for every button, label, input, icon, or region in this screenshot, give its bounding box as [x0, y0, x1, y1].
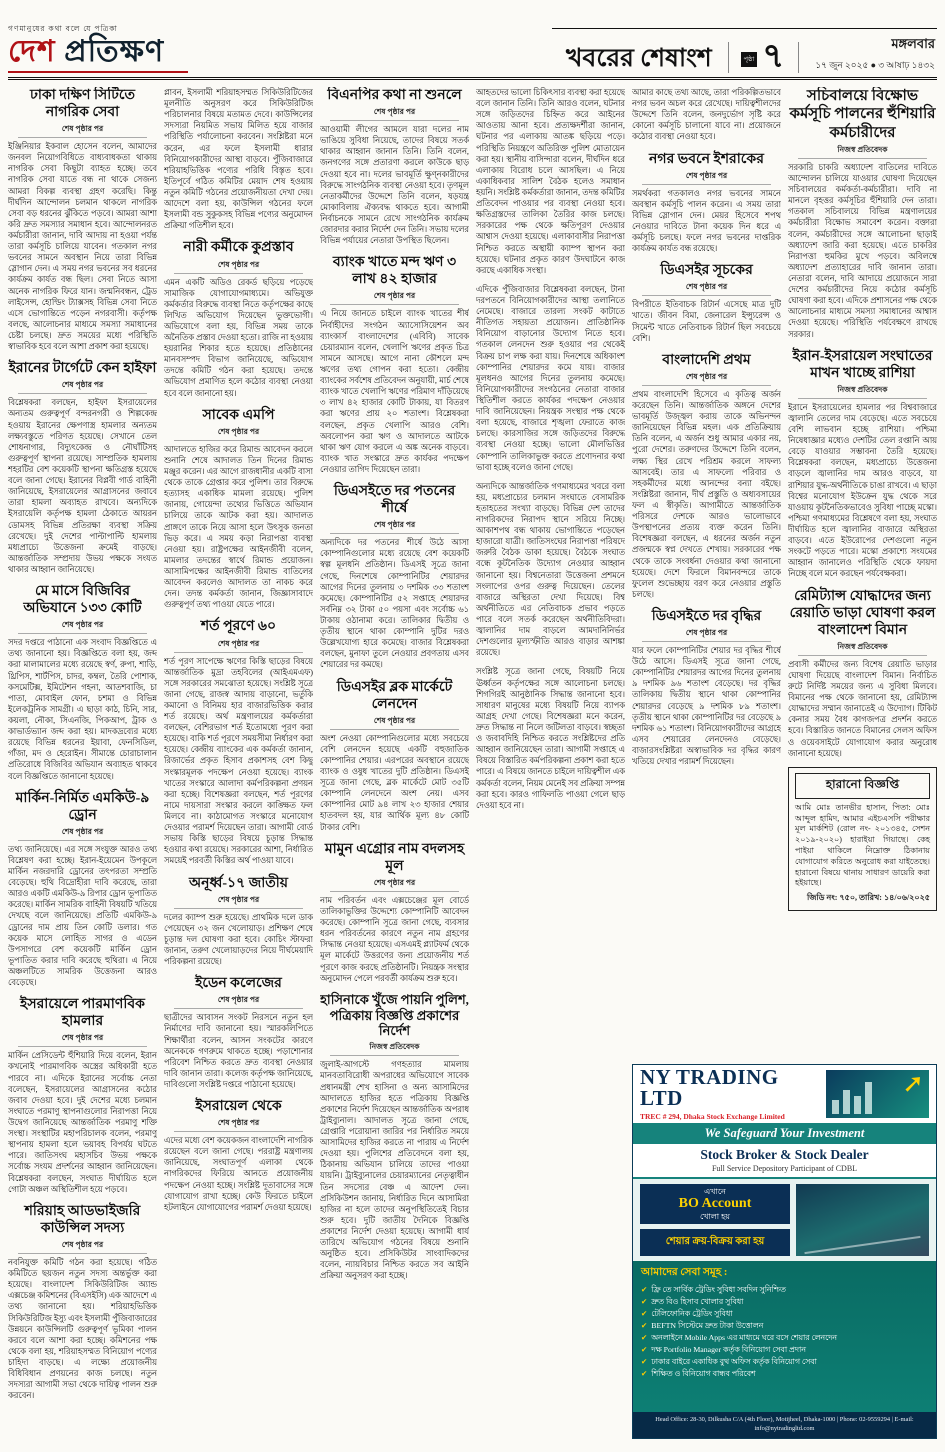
article: [632, 262, 781, 344]
check-icon: ✔: [641, 1321, 648, 1331]
article: [164, 1098, 313, 1213]
service-item: [641, 1368, 928, 1380]
article-kicker: শেষ পৃষ্ঠার পর: [330, 519, 459, 534]
article: [320, 992, 469, 1282]
ad-brand: [640, 1067, 826, 1121]
article-body: অন্যদিকে আন্তর্জাতিক গণমাধ্যমের খবরে বলা হয়, মধ্যপ্রাচ্যের চলমান সংঘাতে বেসামরিক হতাহতের সংখ্যা বাড়ছে। বিভিন্ন দেশ তাদের নাগরিকদের নিরাপদ স্থানে সরিয়ে নিচ্ছে। আকাশপথ বন্ধ থাকায় ভোগান্তিতে পড়েছেন হাজারো যাত্রী। জাতিসংঘের নিরাপত্তা পরিষদে জরুরি বৈঠক ডাকা হয়েছে। বৈঠকে সংঘাত বন্ধে কূটনৈতিক উদ্যোগ নেওয়ার আহ্বান জানানো হয়। বিশ্বনেতারা উত্তেজনা প্রশমনে সংলাপের ওপর গুরুত্ব দিয়েছেন। তেলের বাজারে অস্থিরতা দেখা দিয়েছে। বিশ্ব অর্থনীতিতে এর নেতিবাচক প্রভাব পড়তে পারে বলে সতর্ক করেছেন অর্থনীতিবিদরা। জ্বালানির দাম বাড়লে আমদানিনির্ভর দেশগুলোর মূল্যস্ফীতি আরও বাড়ার আশঙ্কা রয়েছে।: [476, 481, 625, 658]
masthead-rule: [8, 71, 188, 73]
article-headline: ডিএসইতে দর পতনের শীর্ষে: [333, 484, 456, 517]
article: [164, 875, 313, 968]
ad-offer-boxes: [640, 1184, 790, 1256]
check-icon: ✔: [641, 1332, 648, 1342]
article-headline: মামুন এগ্রোর নাম বদলসহ মূল: [324, 841, 465, 874]
article-body: অন্যদিকে দর পতনের শীর্ষে উঠে আসা কোম্পানিগুলোর মধ্যে রয়েছে বেশ কয়েকটি স্বল্প মূলধনি প্রতিষ্ঠান। ডিএসই সূত্রে জানা গেছে, দিনশেষে কোম্পানিটির শেয়ারদর আগের দিনের তুলনায় ৩ দশমিক ৩৩ শতাংশ কমেছে। কোম্পানিটির ৫২ সপ্তাহে শেয়ারদর সর্বনিম্ন ৩২ টাকা ৫০ পয়সা এবং সর্বোচ্চ ৬১ টাকায় ওঠানামা করে। তালিকার দ্বিতীয় ও তৃতীয় স্থানে থাকা কোম্পানি দুটির দরও উল্লেখযোগ্য হারে কমেছে। বাজার বিশ্লেষকরা বলছেন, মুনাফা তুলে নেওয়ার প্রবণতায় এসব শেয়ারের দর কমছে।: [320, 538, 469, 670]
service-item: [641, 1296, 928, 1308]
service-label: টেলিফোনিক ট্রেডিং সুবিধা: [651, 1309, 733, 1319]
article-body: ইরানে ইসরায়েলের হামলার পর বিশ্ববাজারে জ্বালানি তেলের দাম বেড়েছে। এতে সবচেয়ে বেশি লাভবান হচ্ছে রাশিয়া। পশ্চিমা নিষেধাজ্ঞার মধ্যেও দেশটির তেল রপ্তানি আয় বেড়ে যাওয়ার সম্ভাবনা তৈরি হয়েছে। বিশ্লেষকরা বলছেন, মধ্যপ্রাচ্যে উত্তেজনা বাড়লে জ্বালানির দাম আরও বাড়বে, যা রাশিয়ার যুদ্ধ-অর্থনীতিকে চাঙা রাখবে। এ ছাড়া বিশ্বের মনোযোগ ইউক্রেন যুদ্ধ থেকে সরে যাওয়ায় কূটনৈতিকভাবেও সুবিধা পাচ্ছে মস্কো। পশ্চিমা গণমাধ্যমের বিশ্লেষণে বলা হয়, সংঘাত দীর্ঘায়িত হলে জ্বালানির বাজারে অস্থিরতা বাড়বে। এতে ইউরোপের দেশগুলো নতুন সংকটে পড়তে পারে। মস্কো প্রকাশ্যে সংযমের আহ্বান জানালেও পরিস্থিতি থেকে ফায়দা নিচ্ছে বলে মনে করছেন পর্যবেক্ষকরা।: [788, 402, 937, 579]
article-kicker: নিজস্ব প্রতিবেদক: [798, 384, 927, 399]
article: [788, 87, 937, 340]
article-kicker: শেষ পৃষ্ঠার পর: [330, 715, 459, 730]
ad-role-subtitle: Full Service Depository Participant of CDBL: [711, 1164, 858, 1173]
article: [320, 87, 469, 246]
ny-trading-advertisement: [632, 1064, 937, 1439]
ad-trec-line: TREC # 294, Dhaka Stock Exchange Limited: [640, 1112, 785, 1121]
article-body: আহতদের ভালো চিকিৎসার ব্যবস্থা করা হয়েছে বলে জানান তিনি। তিনি আরও বলেন, ঘটনার সঙ্গে জড়িতদের চিহ্নিত করে আইনের আওতায় আনা হবে। প্রত্যক্ষদর্শীরা জানান, ঘটনার পর এলাকায় আতঙ্ক ছড়িয়ে পড়ে। পরিস্থিতি নিয়ন্ত্রণে অতিরিক্ত পুলিশ মোতায়েন করা হয়। স্থানীয় বাসিন্দারা বলেন, দীর্ঘদিন ধরে এলাকায় বিরোধ চলে আসছিল। এ নিয়ে একাধিকবার সালিশ বৈঠক হলেও সমাধান হয়নি। সংশ্লিষ্ট কর্মকর্তারা জানান, তদন্ত কমিটির প্রতিবেদন পাওয়ার পর ব্যবস্থা নেওয়া হবে। ক্ষতিগ্রস্তদের তালিকা তৈরির কাজ চলছে। সরকারের পক্ষ থেকে ক্ষতিপূরণ দেওয়ার আশ্বাস দেওয়া হয়েছে। এলাকাবাসীর নিরাপত্তা নিশ্চিত করতে অস্থায়ী ক্যাম্প স্থাপন করা হয়েছে। ঘটনার প্রকৃত কারণ উদঘাটনে কাজ করছে একাধিক সংস্থা।: [476, 88, 625, 275]
article-headline: ডিএসইতে দর বৃদ্ধির: [651, 608, 762, 624]
service-item: [641, 1356, 928, 1368]
trader-photo: [796, 1184, 929, 1256]
lost-notice-title: হারানো বিজ্ঞপ্তি: [795, 773, 930, 799]
right-columns: [632, 87, 937, 1057]
article-continuation: [632, 87, 781, 143]
article-body: সমর্থকরা গতকালও নগর ভবনের সামনে অবস্থান কর্মসূচি পালন করেন। এ সময় তারা বিভিন্ন স্লোগান দেন। মেয়র হিসেবে শপথ নেওয়ার দাবিতে টানা কয়েক দিন ধরে এ কর্মসূচি চলছে। ফলে নগর ভবনের দাপ্তরিক কার্যক্রম কার্যত বন্ধ রয়েছে।: [632, 188, 781, 254]
article-body: ইঞ্জিনিয়ার ইকবাল হোসেন বলেন, আমাদের জনবল নিয়োগবিধিতে বাধ্যবাধকতা থাকায় নাগরিক সেবা কিছুটা ব্যাহত হচ্ছে। তবে নাগরিক সেবা যাতে বন্ধ না থাকে সেজন্য আমরা বিকল্প ব্যবস্থা গ্রহণ করেছি। কিন্তু দীর্ঘদিন আন্দোলন চলমান থাকলে নাগরিক সেবা বড় ধরনের ঝুঁকিতে পড়বে। আমরা আশা করি দ্রুত সমস্যার সমাধান হবে। আন্দোলনরত কর্মচারীরা জানান, দাবি আদায় না হওয়া পর্যন্ত তারা কর্মসূচি চালিয়ে যাবেন। গতকাল নগর ভবনের সামনে অবস্থান নিয়ে তারা বিভিন্ন স্লোগান দেন। এ সময় নগর ভবনের সব ধরনের কার্যক্রম কার্যত বন্ধ ছিল। সেবা নিতে আসা অনেক নাগরিক ফিরে যান। জন্মনিবন্ধন, ট্রেড লাইসেন্স, হোল্ডিং ট্যাক্সসহ বিভিন্ন সেবা নিতে এসে ভোগান্তিতে পড়েন নগরবাসী। কর্তৃপক্ষ বলছে, আলোচনার মাধ্যমে সমস্যা সমাধানের চেষ্টা চলছে। দ্রুত সময়ের মধ্যে পরিস্থিতি স্বাভাবিক হবে বলে আশা প্রকাশ করা হয়েছে।: [8, 142, 157, 352]
article-headline: ব্যাংক খাতে মন্দ ঋণ ৩ লাখ ৪২ হাজার: [332, 255, 457, 288]
article: [164, 407, 313, 611]
article-headline: ঢাকা দক্ষিণ সিটিতে নাগরিক সেবা: [29, 88, 136, 121]
article-headline: অনূর্ধ্ব-১৭ জাতীয়: [188, 875, 289, 891]
masthead-tagline: গণমানুষের কথা বলে যে পত্রিকা: [8, 24, 118, 33]
bo-box-post: খোলা হয়: [699, 1212, 731, 1222]
article-body: বিশ্লেষকরা বলছেন, হাইফা ইসরায়েলের অন্যতম গুরুত্বপূর্ণ বন্দরনগরী ও শিল্পকেন্দ্র হওয়ায় ইরানের ক্ষেপণাস্ত্র হামলার অন্যতম লক্ষ্যবস্তুতে পরিণত হয়েছে। সেখানে তেল শোধনাগার, বিদ্যুৎকেন্দ্র ও নৌঘাঁটিসহ গুরুত্বপূর্ণ স্থাপনা রয়েছে। সাম্প্রতিক হামলায় শহরটির বেশ কয়েকটি স্থাপনা ক্ষতিগ্রস্ত হয়েছে বলে জানা গেছে। ইরানের বিপ্লবী গার্ড বাহিনী জানিয়েছে, ইসরায়েলের আগ্রাসনের জবাবে তারা হামলা অব্যাহত রাখবে। অন্যদিকে ইসরায়েলি কর্তৃপক্ষ হামলা ঠেকাতে আয়রন ডোমসহ বিভিন্ন প্রতিরক্ষা ব্যবস্থা সক্রিয় রেখেছে। দুই দেশের পাল্টাপাল্টি হামলায় মধ্যপ্রাচ্যে উত্তেজনা ক্রমেই বাড়ছে। আন্তর্জাতিক সম্প্রদায় উভয় পক্ষকে সংযত থাকার আহ্বান জানিয়েছে।: [8, 398, 157, 574]
check-icon: ✔: [641, 1356, 648, 1366]
column-3: [320, 87, 469, 1439]
article-headline: মার্কিন-নির্মিত এমকিউ-৯ ড্রোন: [15, 790, 150, 823]
article: [164, 618, 313, 866]
page-number: ৭: [762, 38, 785, 76]
stock-chart-graphic: [826, 1070, 929, 1118]
article: [320, 841, 469, 984]
article-headline: ইসরায়েলে পারমাণবিক হামলার: [20, 997, 145, 1030]
page-header: [8, 4, 937, 80]
article-body: এমন একটি অডিও রেকর্ড ছড়িয়ে পড়েছে সামাজিক যোগাযোগমাধ্যমে। অভিযুক্ত কর্মকর্তার বিরুদ্ধে ব্যবস্থা নিতে কর্তৃপক্ষের কাছে লিখিত অভিযোগ দিয়েছেন ভুক্তভোগী। অভিযোগে বলা হয়, বিভিন্ন সময় তাকে অনৈতিক প্রস্তাব দেওয়া হতো। রাজি না হওয়ায় হয়রানির শিকার হতে হয়েছে। প্রতিষ্ঠানের মানবসম্পদ বিভাগ জানিয়েছে, অভিযোগ তদন্তে কমিটি গঠন করা হয়েছে। তদন্তে অভিযোগ প্রমাণিত হলে কঠোর ব্যবস্থা নেওয়া হবে বলে জানানো হয়।: [164, 277, 313, 398]
article-kicker: শেষ পৃষ্ঠার পর: [174, 1117, 303, 1132]
article-headline: ইডেন কলেজের: [195, 976, 282, 992]
article-body: জুলাই-আগস্টে গণহত্যার মামলায় মানবতাবিরোধী অপরাধের অভিযোগে সাবেক প্রধানমন্ত্রী শেখ হাসিনা ও অন্য আসামিদের আদালতে হাজির হতে পত্রিকায় বিজ্ঞপ্তি প্রকাশের নির্দেশ দিয়েছেন আন্তর্জাতিক অপরাধ ট্রাইব্যুনাল। আদালত সূত্রে জানা গেছে, গ্রেপ্তারি পরোয়ানা জারির পর নির্ধারিত সময়ে আসামিদের হাজির করতে না পারায় এ নির্দেশ দেওয়া হয়। পুলিশের প্রতিবেদনে বলা হয়, ঠিকানায় অভিযান চালিয়ে তাদের পাওয়া যায়নি। ট্রাইব্যুনালের চেয়ারম্যানের নেতৃত্বাধীন তিন সদস্যের বেঞ্চ এ আদেশ দেন। প্রসিকিউশন জানায়, নির্ধারিত দিনে আসামিরা হাজির না হলে তাদের অনুপস্থিতিতেই বিচার শুরু হবে। দুটি জাতীয় দৈনিকে বিজ্ঞপ্তি প্রকাশের নির্দেশ দেওয়া হয়েছে। আগামী ধার্য তারিখে অভিযোগ গঠনের বিষয়ে শুনানি অনুষ্ঠিত হবে। প্রসিকিউটর সাংবাদিকদের বলেন, ন্যায়বিচার নিশ্চিত করতে সব আইনি প্রক্রিয়া অনুসরণ করা হচ্ছে।: [320, 1060, 469, 1281]
bo-box-pre: এখানে: [704, 1187, 726, 1196]
service-label: ঢাকার বাইরে একাধিক বুথ অফিস কর্তৃক বিনিয়োগ সেবা: [651, 1356, 817, 1366]
article-headline: ইরানের টার্গেটে কেন হাইফা: [8, 361, 157, 377]
article-kicker: নিজস্ব প্রতিবেদক: [330, 1041, 459, 1056]
article: [632, 352, 781, 600]
article: [320, 679, 469, 833]
article-headline: নারী কর্মীকে কুপ্রস্তাব: [183, 240, 294, 256]
article-headline: মে মাসে বিজিবির অভিযানে ১৩৩ কোটি: [23, 584, 142, 617]
article-kicker: শেষ পৃষ্ঠার পর: [330, 290, 459, 305]
service-item: [641, 1320, 928, 1332]
article-body: আমার কাছে তথ্য আছে, তারা পরিকল্পিতভাবে নগর ভবন অচল করে রেখেছে। দায়িত্বশীলদের উদ্দেশে তিনি বলেন, জনদুর্ভোগ সৃষ্টি করে কোনো কর্মসূচি চালানো যাবে না। প্রয়োজনে কঠোর ব্যবস্থা নেওয়া হবে।: [632, 88, 781, 142]
article-kicker: শেষ পৃষ্ঠার পর: [642, 627, 771, 642]
column-5: [632, 87, 781, 1057]
article-headline: নগর ভবনে ইশরাকের: [649, 151, 764, 167]
service-label: ফ্রি তে সার্বিক ট্রেডিং সুবিধা সবদিন সুনিশ্চিত: [651, 1285, 786, 1295]
article-body: আদালতে হাজির করে রিমান্ড আবেদন করলে শুনানি শেষে আদালত তিন দিনের রিমান্ড মঞ্জুর করেন। এর আগে রাজধানীর একটি বাসা থেকে তাকে গ্রেপ্তার করে পুলিশ। তার বিরুদ্ধে হত্যাসহ একাধিক মামলা রয়েছে। পুলিশ জানায়, গোয়েন্দা তথ্যের ভিত্তিতে অভিযান চালিয়ে তাকে আটক করা হয়। আদালত প্রাঙ্গণে তাকে নিয়ে আসা হলে উৎসুক জনতা ভিড় করে। এ সময় কড়া নিরাপত্তা ব্যবস্থা নেওয়া হয়। রাষ্ট্রপক্ষের আইনজীবী বলেন, মামলার তদন্তের স্বার্থে রিমান্ড প্রয়োজন। আসামিপক্ষের আইনজীবী রিমান্ড বাতিলের আবেদন করলেও আদালত তা নাকচ করে দেন। তদন্ত কর্মকর্তা জানান, জিজ্ঞাসাবাদে গুরুত্বপূর্ণ তথ্য পাওয়া যেতে পারে।: [164, 444, 313, 610]
article-kicker: শেষ পৃষ্ঠার পর: [330, 106, 459, 121]
masthead-word-1: দেশ: [8, 35, 56, 68]
candle-bar: [865, 1082, 872, 1114]
masthead-title: [8, 37, 188, 67]
service-item: [641, 1344, 928, 1356]
lost-notice-box: [788, 767, 937, 911]
candle-bar: [854, 1096, 861, 1114]
service-item: [641, 1284, 928, 1296]
column-4: [476, 87, 625, 1439]
bo-account-box: [640, 1184, 790, 1224]
article-kicker: শেষ পৃষ্ঠার পর: [18, 379, 147, 394]
article-continuation: [476, 666, 625, 810]
service-label: BEFTN সিস্টেমে দ্রুত টাকা উত্তোলন: [651, 1321, 764, 1331]
column-6: [788, 87, 937, 1057]
article: [164, 239, 313, 398]
article-body: অংশ নেওয়া কোম্পানিগুলোর মধ্যে সবচেয়ে বেশি লেনদেন হয়েছে একটি বহুজাতিক কোম্পানির শেয়ার। এরপরের অবস্থানে রয়েছে ব্যাংক ও ওষুধ খাতের দুটি প্রতিষ্ঠান। ডিএসই সূত্রে জানা গেছে, ব্লক মার্কেটে মোট ৩৫টি কোম্পানি লেনদেনে অংশ নেয়। এসব কোম্পানির মোট ৯৪ লাখ ২৩ হাজার শেয়ার হাতবদল হয়, যার আর্থিক মূল্য ৪৮ কোটি টাকার বেশি।: [320, 733, 469, 832]
check-icon: ✔: [641, 1368, 648, 1378]
article-kicker: শেষ পৃষ্ঠার পর: [174, 994, 303, 1009]
ad-services-title: আমাদের সেবা সমূহ :: [641, 1267, 728, 1279]
ad-tagline: We Safeguard Your Investment: [633, 1123, 936, 1144]
service-label: দক্ষ Portfolio Manager কর্তৃক বিনিয়োগ সেবা প্রদান: [651, 1344, 806, 1354]
article-headline: হাসিনাকে খুঁজে পায়নি পুলিশ, পত্রিকায় বিজ্ঞপ্তি প্রকাশের নির্দেশ: [320, 991, 469, 1039]
candle-bar: [843, 1090, 850, 1114]
up-arrow-icon: ➚: [902, 1069, 924, 1098]
article-body: নাম পরিবর্তন এবং এক্সচেঞ্জের মূল বোর্ডে তালিকাভুক্তির উদ্দেশ্যে কোম্পানিটি আবেদন করেছে। কোম্পানি সূত্রে জানা গেছে, ব্যবসার ধরন পরিবর্তনের কারণে নতুন নাম গ্রহণের সিদ্ধান্ত নেওয়া হয়েছে। এসএমই প্ল্যাটফর্ম থেকে মূল মার্কেটে উত্তরণের জন্য প্রয়োজনীয় শর্ত পূরণে কাজ করছে প্রতিষ্ঠানটি। নিয়ন্ত্রক সংস্থার অনুমোদন পেলে পরবর্তী কার্যক্রম শুরু হবে।: [320, 895, 469, 983]
article: [8, 1203, 157, 1402]
article: [8, 87, 157, 352]
masthead: [8, 24, 188, 73]
right-section: [632, 87, 937, 1439]
page-number-block: [728, 38, 800, 76]
article-body: ছাত্রীদের আবাসন সংকট নিরসনে নতুন হল নির্মাণের দাবি জানানো হয়। স্মারকলিপিতে শিক্ষার্থীরা বলেন, আসন সংকটের কারণে অনেককে গণরুমে থাকতে হচ্ছে। পড়াশোনার পরিবেশ নিশ্চিত করতে দ্রুত ব্যবস্থা নেওয়ার দাবি জানান তারা। কলেজ কর্তৃপক্ষ জানিয়েছে, দাবিগুলো সংশ্লিষ্ট দপ্তরে পাঠানো হয়েছে।: [164, 1013, 313, 1089]
article-body: আওয়ামী লীগের আমলে যারা দলের নাম ভাঙিয়ে সুবিধা নিয়েছে, তাদের বিষয়ে সতর্ক থাকার আহ্বান জানান তিনি। তিনি বলেন, জনগণের সঙ্গে প্রতারণা করলে কাউকে ছাড় দেওয়া হবে না। দলের ভাবমূর্তি ক্ষুণ্নকারীদের বিরুদ্ধে সাংগঠনিক ব্যবস্থা নেওয়া হবে। তৃণমূল নেতাকর্মীদের উদ্দেশে তিনি বলেন, ষড়যন্ত্র মোকাবিলায় ঐক্যবদ্ধ থাকতে হবে। আগামী নির্বাচনকে সামনে রেখে সাংগঠনিক কার্যক্রম জোরদার করার নির্দেশ দেন তিনি। সভায় দলের বিভিন্ন পর্যায়ের নেতারা উপস্থিত ছিলেন।: [320, 125, 469, 246]
article-body: নবনিযুক্ত কমিটি গঠন করা হয়েছে। গঠিত কমিটিতে ছয়জন নতুন সদস্য অন্তর্ভুক্ত করা হয়েছে। বাংলাদেশ সিকিউরিটিজ অ্যান্ড এক্সচেঞ্জ কমিশনের (বিএসইসি) এক আদেশে এ তথ্য জানানো হয়। শরিয়াহভিত্তিক সিকিউরিটিজ ইস্যু এবং ইসলামী পুঁজিবাজারের উন্নয়নে কাউন্সিলটি গুরুত্বপূর্ণ ভূমিকা পালন করবে বলে আশা করা হচ্ছে। কমিশনের পক্ষ থেকে বলা হয়, শরিয়াহসম্মত বিনিয়োগ পণ্যের চাহিদা বাড়ছে। এ লক্ষ্যে প্রয়োজনীয় বিধিবিধান প্রণয়নের কাজ চলছে। নতুন সদস্যরা আগামী সভা থেকে দায়িত্ব পালন শুরু করবেন।: [8, 1257, 157, 1401]
service-item: [641, 1332, 928, 1344]
service-label: শিক্ষিত ও বিনিয়োগ বান্ধব পরিবেশ: [651, 1368, 756, 1378]
article-headline: ডিএসইর সূচকের: [660, 263, 753, 279]
article-body: দলের ক্যাম্প শুরু হয়েছে। প্রাথমিক দলে ডাক পেয়েছেন ৩২ জন খেলোয়াড়। প্রশিক্ষণ শেষে চূড়ান্ত দল ঘোষণা করা হবে। কোচিং স্টাফরা জানান, তরুণ খেলোয়াড়দের নিয়ে দীর্ঘমেয়াদি পরিকল্পনা রয়েছে।: [164, 912, 313, 967]
ad-middle: [633, 1179, 936, 1261]
article-body: সংশ্লিষ্ট সূত্রে জানা গেছে, বিষয়টি নিয়ে ঊর্ধ্বতন কর্তৃপক্ষের সঙ্গে আলোচনা চলছে। শিগগিরই আনুষ্ঠানিক সিদ্ধান্ত জানানো হবে। সাধারণ মানুষের মধ্যে বিষয়টি নিয়ে ব্যাপক আগ্রহ দেখা গেছে। বিশেষজ্ঞরা মনে করেন, দ্রুত সিদ্ধান্ত না নিলে জটিলতা বাড়বে। স্বচ্ছতা ও জবাবদিহি নিশ্চিত করতে সংশ্লিষ্টদের প্রতি আহ্বান জানিয়েছেন তারা। আগামী সপ্তাহে এ বিষয়ে বিস্তারিত কর্মপরিকল্পনা প্রকাশ করা হতে পারে। এ বিষয়ে জানতে চাইলে দায়িত্বশীল এক কর্মকর্তা বলেন, নিয়ম মেনেই সব প্রক্রিয়া সম্পন্ন করা হবে। কারও গাফিলতি পাওয়া গেলে ছাড় দেওয়া হবে না।: [476, 667, 625, 810]
ad-services-list: [641, 1284, 928, 1379]
article-body: প্রথম বাংলাদেশি হিসেবে এ কৃতিত্ব অর্জন করেছেন তিনি। আন্তর্জাতিক অঙ্গনে দেশের ভাবমূর্তি উজ্জ্বল করায় তাকে অভিনন্দন জানিয়েছেন বিভিন্ন মহল। এক প্রতিক্রিয়ায় তিনি বলেন, এ অর্জন শুধু আমার একার নয়, পুরো দেশের। তরুণদের উদ্দেশে তিনি বলেন, লক্ষ্য স্থির রেখে পরিশ্রম করলে সাফল্য আসবেই। তার এ সাফল্যে পরিবার ও সহকর্মীদের মধ্যে আনন্দের বন্যা বইছে। সংশ্লিষ্টরা জানান, দীর্ঘ প্রস্তুতি ও অধ্যবসায়ের ফল এ স্বীকৃতি। আগামীতে আন্তর্জাতিক পরিসরে দেশকে আরও ভালোভাবে উপস্থাপনের প্রত্যয় ব্যক্ত করেন তিনি। বিশেষজ্ঞরা বলছেন, এ ধরনের অর্জন নতুন প্রজন্মকে স্বপ্ন দেখতে শেখায়। সরকারের পক্ষ থেকে তাকে সংবর্ধনা দেওয়ার কথা জানানো হয়েছে। দেশে ফিরলে বিমানবন্দরে তাকে ফুলেল শুভেচ্ছায় বরণ করে নেওয়ার প্রস্তুতি চলছে।: [632, 389, 781, 599]
article-headline: ইরান-ইসরায়েল সংঘাতের মাখন খাচ্ছে রাশিয়া: [792, 348, 933, 381]
article: [8, 583, 157, 782]
ad-header: [633, 1065, 936, 1123]
check-icon: ✔: [641, 1309, 648, 1319]
ad-services: [633, 1261, 936, 1412]
article: [8, 790, 157, 989]
article-headline: সচিবালয়ে বিক্ষোভ কর্মসূচি পালনের হুঁশিয়ারি কর্মচারীদের: [789, 88, 936, 141]
article-headline: ডিএসইর ব্লক মার্কেটে লেনদেন: [336, 679, 453, 712]
article-kicker: শেষ পৃষ্ঠার পর: [174, 638, 303, 653]
article-kicker: শেষ পৃষ্ঠার পর: [18, 1032, 147, 1047]
columns-area: [8, 87, 937, 1439]
article: [320, 254, 469, 475]
article-kicker: শেষ পৃষ্ঠার পর: [174, 426, 303, 441]
article: [164, 975, 313, 1090]
bo-box-main: BO Account: [678, 1196, 752, 1212]
article: [788, 348, 937, 580]
ad-company-name: NY TRADING LTD: [640, 1065, 779, 1110]
article-kicker: শেষ পৃষ্ঠার পর: [18, 619, 147, 634]
column-2: [164, 87, 313, 1439]
article-kicker: শেষ পৃষ্ঠার পর: [174, 894, 303, 909]
column-1: [8, 87, 157, 1439]
article-kicker: নিজস্ব প্রতিবেদক: [798, 144, 927, 159]
article-body: যার ফলে কোম্পানিটির শেয়ার দর বৃদ্ধির শীর্ষে উঠে আসে। ডিএসই সূত্রে জানা গেছে, কোম্পানিটির শেয়ারদর আগের দিনের তুলনায় ৯ দশমিক ৯৬ শতাংশ বেড়েছে। দর বৃদ্ধির তালিকায় দ্বিতীয় স্থানে থাকা কোম্পানির শেয়ারদর বেড়েছে ৯ দশমিক ৮৯ শতাংশ। তৃতীয় স্থানে থাকা কোম্পানিটির দর বেড়েছে ৯ দশমিক ৬১ শতাংশ। বিনিয়োগকারীদের আগ্রহে এসব শেয়ারের লেনদেনও বেড়েছে। বাজারসংশ্লিষ্টরা অস্বাভাবিক দর বৃদ্ধির কারণ খতিয়ে দেখার পরামর্শ দিয়েছেন।: [632, 646, 781, 767]
article-kicker: শেষ পৃষ্ঠার পর: [642, 281, 771, 296]
ad-role-title: Stock Broker & Stock Dealer: [700, 1147, 869, 1162]
article-body: তথ্য জানিয়েছে। এর সঙ্গে সংযুক্ত আরও তথ্য বিশ্লেষণ করা হচ্ছে। ইরান-ইয়েমেন উপকূলে মার্কিন নজরদারি ড্রোনের তৎপরতা সম্প্রতি বেড়েছে। হুথি বিদ্রোহীরা দাবি করেছে, তারা আরও একটি এমকিউ-৯ রিপার ড্রোন ভূপাতিত করেছে। মার্কিন সামরিক বাহিনী বিষয়টি খতিয়ে দেখছে বলে জানিয়েছে। প্রতিটি এমকিউ-৯ ড্রোনের দাম প্রায় তিন কোটি ডলার। গত কয়েক মাসে লোহিত সাগর ও এডেন উপসাগরে বেশ কয়েকটি মার্কিন ড্রোন ভূপাতিত করার দাবি করেছে হুথিরা। এ নিয়ে অঞ্চলটিতে সামরিক উত্তেজনা আরও বেড়েছে।: [8, 844, 157, 988]
header-right: [552, 28, 937, 76]
article-body: সরকারি চাকরি অধ্যাদেশ বাতিলের দাবিতে আন্দোলন চালিয়ে যাওয়ার ঘোষণা দিয়েছেন সচিবালয়ের কর্মকর্তা-কর্মচারীরা। দাবি না মানলে বৃহত্তর কর্মসূচির হুঁশিয়ারি দেন তারা। গতকাল সচিবালয়ে বিভিন্ন মন্ত্রণালয়ের কর্মচারীরা বিক্ষোভ সমাবেশ করেন। বক্তারা বলেন, কর্মচারীদের সঙ্গে আলোচনা ছাড়াই অধ্যাদেশ জারি করা হয়েছে। এতে চাকরির নিরাপত্তা হুমকির মুখে পড়বে। অবিলম্বে অধ্যাদেশ প্রত্যাহারের দাবি জানান তারা। নেতারা বলেন, দাবি আদায়ে প্রয়োজনে সারা দেশের কর্মচারীদের নিয়ে কঠোর কর্মসূচি ঘোষণা করা হবে। এদিকে প্রশাসনের পক্ষ থেকে আলোচনার মাধ্যমে সমস্যা সমাধানের আশ্বাস দেওয়া হয়েছে। পরিস্থিতি পর্যবেক্ষণে রাখছে সরকার।: [788, 162, 937, 339]
share-trade-box: শেয়ার ক্রয়-বিক্রয় করা হয়: [640, 1229, 790, 1256]
article-kicker: শেষ পৃষ্ঠার পর: [18, 1239, 147, 1254]
article-headline: শর্ত পূরণে ৬০: [200, 619, 277, 635]
lost-notice-body: আমি মোঃ তানভীর হাসান, পিতা: মোঃ আব্দুল হামিদ, আমার এইচএসসি পরীক্ষার মূল মার্কশিট (রোল নং- ২০১৩৪৫, সেশন ২০১৯-২০২০) হারাইয়া গিয়াছে। কেহ পাইয়া থাকিলে নিম্নোক্ত ঠিকানায় যোগাযোগ করিতে অনুরোধ করা যাইতেছে। হারানো বিষয়ে থানায় সাধারণ ডায়েরি করা হইয়াছে।: [795, 802, 930, 888]
article-kicker: শেষ পৃষ্ঠার পর: [174, 259, 303, 274]
article-kicker: নিজস্ব প্রতিবেদক: [798, 641, 927, 656]
ad-roles: [633, 1144, 936, 1179]
article: [632, 608, 781, 767]
page-label-chip: পৃষ্ঠা: [741, 52, 758, 67]
article-kicker: শেষ পৃষ্ঠার পর: [642, 371, 771, 386]
service-label: অনলাইনে Mobile Apps এর মাধ্যমে ঘরে বসে শেয়ার লেনদেন: [651, 1332, 837, 1342]
article-headline: ইসরায়েল থেকে: [195, 1099, 282, 1115]
check-icon: ✔: [641, 1297, 648, 1307]
service-item: [641, 1308, 928, 1320]
article-kicker: শেষ পৃষ্ঠার পর: [18, 826, 147, 841]
article-headline: বিএনপির কথা না শুনলে: [327, 88, 462, 103]
article-body: বিপরীতে ইতিবাচক রিটার্ন এসেছে মাত্র দুটি খাতে। জীবন বিমা, জেনারেল ইন্স্যুরেন্স ও সিমেন্ট খাতে নেতিবাচক রিটার্ন ছিল সবচেয়ে বেশি।: [632, 300, 781, 343]
article-body: সদর দপ্তরে পাঠানো এক সংবাদ বিজ্ঞপ্তিতে এ তথ্য জানানো হয়। বিজ্ঞপ্তিতে বলা হয়, জব্দ করা মালামালের মধ্যে রয়েছে স্বর্ণ, রুপা, শাড়ি, থ্রিপিস, শার্টপিস, চাদর, কম্বল, তৈরি পোশাক, কসমেটিক্স, ইমিটেশন গহনা, আতশবাজি, চা পাতা, মোবাইল ফোন, চশমা ও বিভিন্ন ইলেকট্রনিক সামগ্রী। এ ছাড়া কাঠ, চিনি, সার, কয়লা, নৌকা, সিএনজি, পিকআপ, ট্রাক ও কাভার্ডভ্যান জব্দ করা হয়। মাদকদ্রব্যের মধ্যে রয়েছে বিভিন্ন ধরনের ইয়াবা, ফেনসিডিল, গাঁজা, মদ ও হেরোইন। সীমান্তে চোরাচালান প্রতিরোধে বিজিবির অভিযান অব্যাহত থাকবে বলে বিজ্ঞপ্তিতে জানানো হয়েছে।: [8, 638, 157, 781]
date-line: ১৭ জুন ২০২৫ ● ৩ আষাঢ় ১৪৩২: [815, 60, 935, 70]
article: [632, 151, 781, 255]
article-body: এদিকে পুঁজিবাজার বিশ্লেষকরা বলছেন, টানা দরপতনে বিনিয়োগকারীদের আস্থা তলানিতে নেমেছে। বাজারে তারল্য সংকট কাটাতে নীতিগত সহায়তা প্রয়োজন। প্রাতিষ্ঠানিক বিনিয়োগ বাড়ানোর উদ্যোগ নিতে হবে। গতকাল লেনদেন শুরু হওয়ার পর থেকেই বিক্রয় চাপ লক্ষ করা যায়। দিনশেষে অধিকাংশ কোম্পানির শেয়ারদর কমে যায়। বাজার মূলধনও আগের দিনের তুলনায় কমেছে। বিনিয়োগকারীদের সংগঠনের নেতারা বাজার স্থিতিশীল করতে কার্যকর পদক্ষেপ নেওয়ার দাবি জানিয়েছেন। নিয়ন্ত্রক সংস্থার পক্ষ থেকে বলা হয়েছে, বাজারে শৃঙ্খলা ফেরাতে কাজ চলছে। কারসাজির সঙ্গে জড়িতদের বিরুদ্ধে ব্যবস্থা নেওয়া হচ্ছে। ভালো মৌলভিত্তির কোম্পানি তালিকাভুক্ত করতে প্রণোদনার কথা ভাবা হচ্ছে বলেও জানা গেছে।: [476, 284, 625, 472]
lost-notice-gd-number: জিডি নং: ৭৫০, তারিখ: ১৪/০৬/২০২৫: [806, 893, 930, 903]
service-label: দ্রুত বিও হিসাব খোলার সুবিধা: [651, 1297, 744, 1307]
article-continuation: [476, 284, 625, 473]
masthead-word-2: প্রতিক্ষণ: [55, 35, 165, 68]
article-continuation: [164, 87, 313, 231]
article-continuation: [476, 481, 625, 659]
date-block: [815, 35, 935, 73]
check-icon: ✔: [641, 1285, 648, 1295]
article-headline: শরিয়াহ আডভাইজরি কাউন্সিল সদস্য: [24, 1203, 141, 1236]
article: [8, 360, 157, 575]
article-body: মার্কিন প্রেসিডেন্ট হুঁশিয়ারি দিয়ে বলেন, ইরান কখনোই পারমাণবিক অস্ত্রের অধিকারী হতে পারবে না। এদিকে ইরানের সর্বোচ্চ নেতা বলেছেন, ইসরায়েলের আগ্রাসনের কঠোর জবাব দেওয়া হবে। দুই দেশের মধ্যে চলমান সংঘাতে পরমাণু স্থাপনাগুলোর নিরাপত্তা নিয়ে উদ্বেগ জানিয়েছে আন্তর্জাতিক পরমাণু শক্তি সংস্থা। সংস্থাটির মহাপরিচালক বলেন, পরমাণু স্থাপনায় হামলা হলে ভয়াবহ বিপর্যয় ঘটতে পারে। জাতিসংঘ মহাসচিব উভয় পক্ষকে সর্বোচ্চ সংযম প্রদর্শনের আহ্বান জানিয়েছেন। বিশ্লেষকরা বলছেন, সংঘাত দীর্ঘায়িত হলে গোটা অঞ্চল অস্থিতিশীল হয়ে পড়বে।: [8, 1051, 157, 1194]
article-kicker: শেষ পৃষ্ঠার পর: [642, 170, 771, 185]
article-kicker: শেষ পৃষ্ঠার পর: [330, 877, 459, 892]
article-kicker: শেষ পৃষ্ঠার পর: [18, 123, 147, 138]
article: [320, 483, 469, 670]
article-body: শর্ত পূরণ সাপেক্ষে ঋণের কিস্তি ছাড়ের বিষয়ে আন্তর্জাতিক মুদ্রা তহবিলের (আইএমএফ) সঙ্গে সরকারের সমঝোতা হয়েছে। সংশ্লিষ্ট সূত্রে জানা গেছে, রাজস্ব আদায় বাড়ানো, ভর্তুকি কমানো ও বিনিময় হার বাজারভিত্তিক করার শর্ত রয়েছে। অর্থ মন্ত্রণালয়ের কর্মকর্তারা বলছেন, বেশিরভাগ শর্ত ইতোমধ্যে পূরণ করা হয়েছে। বাকি শর্ত পূরণে সময়সীমা নির্ধারণ করা হয়েছে। কেন্দ্রীয় ব্যাংকের এক কর্মকর্তা জানান, রিজার্ভের প্রকৃত হিসাব প্রকাশসহ বেশ কিছু সংস্কারমূলক পদক্ষেপ নেওয়া হয়েছে। ব্যাংক খাতের সংস্কারে আলাদা কর্মপরিকল্পনা প্রণয়ন করা হচ্ছে। বিশেষজ্ঞরা বলছেন, শর্ত পূরণের নামে দায়সারা সংস্কার করলে কাঙ্ক্ষিত ফল মিলবে না। কাঠামোগত সংস্কারে মনোযোগ দেওয়ার পরামর্শ দিয়েছেন তারা। আগামী বোর্ড সভায় কিস্তি ছাড়ের বিষয়ে চূড়ান্ত সিদ্ধান্ত হওয়ার কথা রয়েছে। সরকারের আশা, নির্ধারিত সময়েই পরবর্তী কিস্তির অর্থ পাওয়া যাবে।: [164, 656, 313, 866]
article-body: এদের মধ্যে বেশ কয়েকজন বাংলাদেশি নাগরিক রয়েছেন বলে জানা গেছে। পররাষ্ট্র মন্ত্রণালয় জানিয়েছে, সংঘাতপূর্ণ এলাকা থেকে নাগরিকদের ফিরিয়ে আনতে প্রয়োজনীয় পদক্ষেপ নেওয়া হচ্ছে। সংশ্লিষ্ট দূতাবাসের সঙ্গে যোগাযোগ রাখা হচ্ছে। কেউ ফিরতে চাইলে হটলাইনে যোগাযোগের পরামর্শ দেওয়া হয়েছে।: [164, 1136, 313, 1212]
article: [8, 996, 157, 1195]
article-headline: সাবেক এমপি: [202, 407, 275, 423]
article-body: এ নিয়ে জানতে চাইলে ব্যাংক খাতের শীর্ষ নির্বাহীদের সংগঠন অ্যাসোসিয়েশন অব ব্যাংকার্স বাংলাদেশের (এবিবি) সাবেক চেয়ারম্যান বলেন, খেলাপি ঋণের প্রকৃত চিত্র সামনে আসছে। আগে নানা কৌশলে মন্দ ঋণের তথ্য গোপন করা হতো। কেন্দ্রীয় ব্যাংকের সর্বশেষ প্রতিবেদন অনুযায়ী, মার্চ শেষে ব্যাংক খাতে খেলাপি ঋণের পরিমাণ দাঁড়িয়েছে ৩ লাখ ৪২ হাজার কোটি টাকায়, যা বিতরণ করা ঋণের প্রায় ২০ শতাংশ। বিশ্লেষকরা বলছেন, প্রকৃত খেলাপি আরও বেশি। অবলোপন করা ঋণ ও আদালতে আটকে থাকা ঋণ যোগ করলে এ অঙ্ক অনেক বাড়বে। ব্যাংক খাত সংস্কারে দ্রুত কার্যকর পদক্ষেপ নেওয়ার তাগিদ দিয়েছেন তারা।: [320, 309, 469, 474]
ad-contact-footer: Head Office: 28-30, Dilkusha C/A (4th Floor), Motijheel, Dhaka-1000 | Phone: 02-9559294 | E-mail: info@nytradingltd.com: [633, 1412, 936, 1438]
weekday: মঙ্গলবার: [891, 36, 935, 51]
check-icon: ✔: [641, 1344, 648, 1354]
article-headline: রেমিট্যান্স যোদ্ধাদের জন্য রেয়াতি ভাড়া ঘোষণা করল বাংলাদেশ বিমান: [789, 588, 936, 638]
section-title: খবরের শেষাংশ: [566, 45, 712, 72]
article-continuation: [476, 87, 625, 276]
candle-bar: [832, 1100, 839, 1114]
article: [788, 588, 937, 759]
article-headline: বাংলাদেশি প্রথম: [662, 352, 751, 368]
article-body: প্লাবন, ইসলামী শরিয়াহসম্মত সিকিউরিটিজের মূলনীতি অনুসরণ করে সিকিউরিটিজ পরিচালনার বিষয়ে মতামত দেবে। কাউন্সিলের সদস্যরা নিয়মিত সভায় মিলিত হয়ে বাজার পরিস্থিতি পর্যালোচনা করবেন। সংশ্লিষ্টরা মনে করেন, এর ফলে ইসলামী ধারার বিনিয়োগকারীদের আস্থা বাড়বে। পুঁজিবাজারে শরিয়াহভিত্তিক পণ্যের পরিধি বিস্তৃত হবে। ইতিপূর্বে গঠিত কমিটির মেয়াদ শেষ হওয়ায় নতুন কমিটি গঠনের প্রয়োজনীয়তা দেখা দেয়। আদেশে বলা হয়, কাউন্সিল গঠনের ফলে ইসলামী বন্ড সুকুকসহ বিভিন্ন পণ্যের অনুমোদন প্রক্রিয়া গতিশীল হবে।: [164, 88, 313, 231]
article-body: প্রবাসী কর্মীদের জন্য বিশেষ রেয়াতি ভাড়ার ঘোষণা দিয়েছে বাংলাদেশ বিমান। নির্বাচিত রুটে নির্দিষ্ট সময়ের জন্য এ সুবিধা মিলবে। বিমানের পক্ষ থেকে জানানো হয়, রেমিট্যান্স যোদ্ধাদের সম্মান জানাতেই এ উদ্যোগ। টিকিট কেনার সময় বৈধ কাগজপত্র প্রদর্শন করতে হবে। বিস্তারিত জানতে বিমানের সেলস অফিস ও ওয়েবসাইটে যোগাযোগ করার অনুরোধ জানানো হয়েছে।: [788, 659, 937, 758]
